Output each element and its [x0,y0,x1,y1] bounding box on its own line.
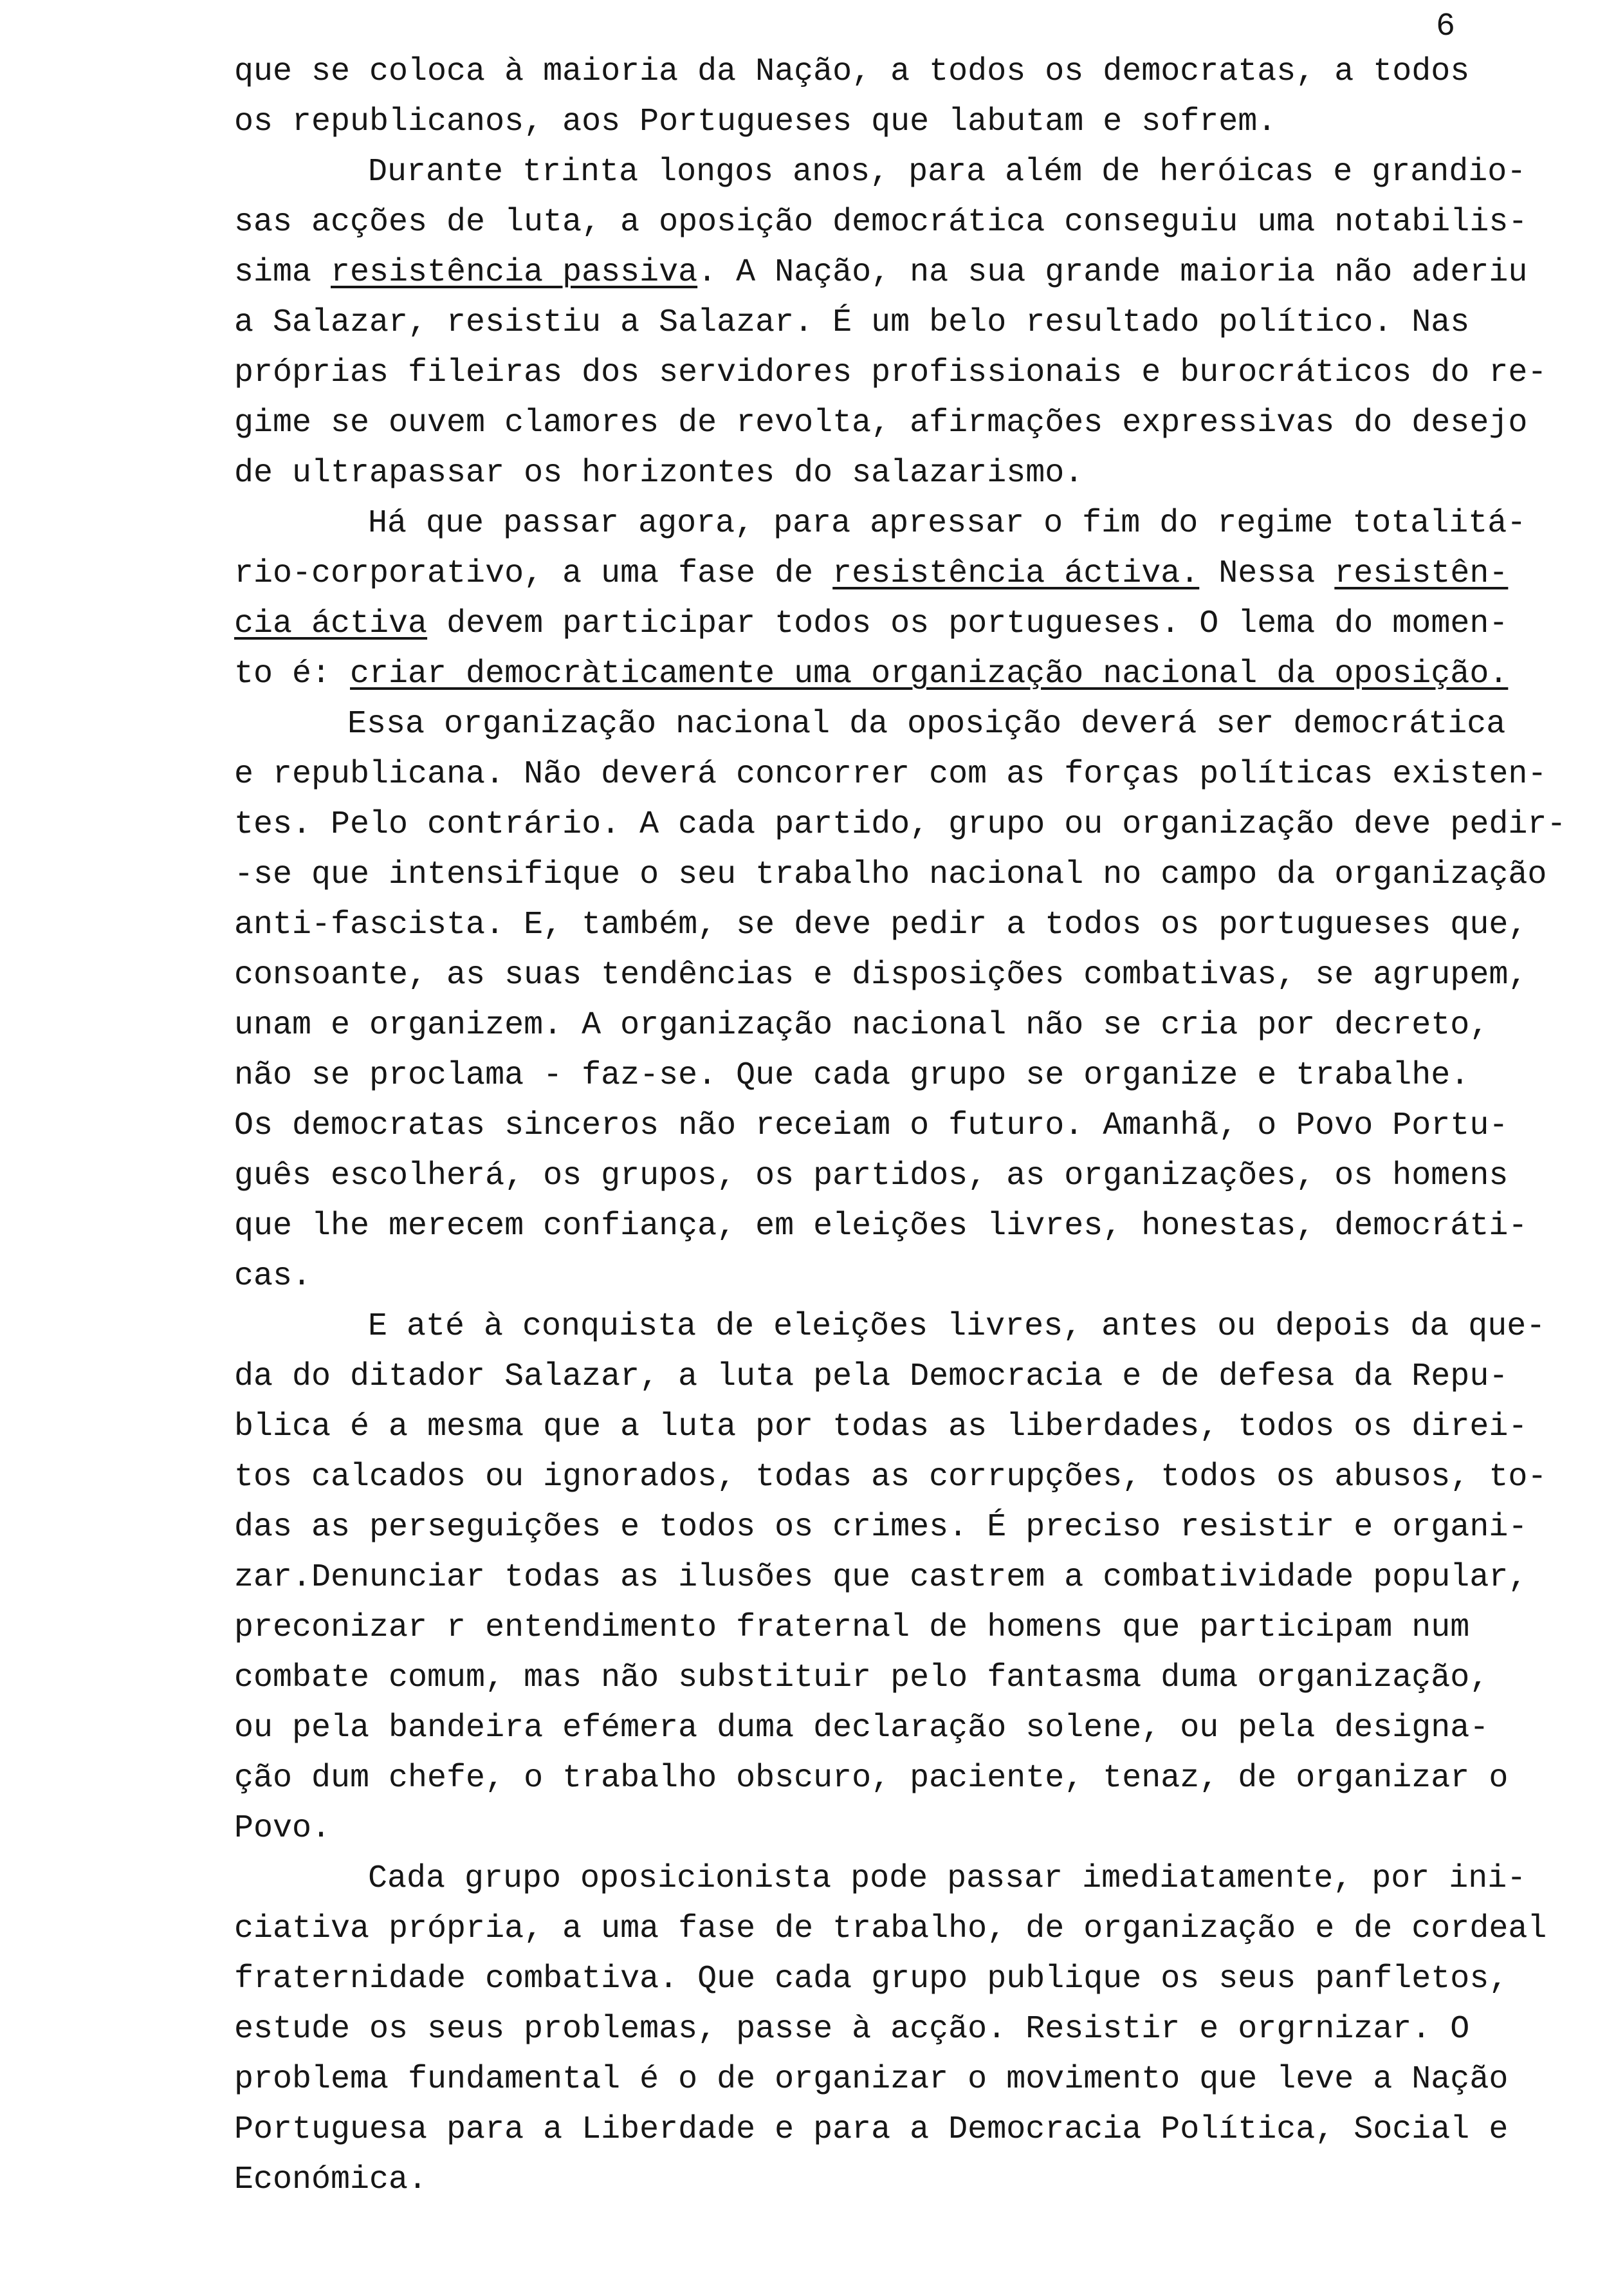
text-segment: ção dum chefe, o trabalho obscuro, paciente, tenaz, de organizar o [234,1760,1509,1797]
text-line [368,1308,1545,1346]
text-line [234,1810,331,1848]
text-segment: Económica. [234,2162,428,2198]
text-segment: Cada grupo oposicionista pode passar imediatamente, por ini- [368,1860,1527,1897]
underlined-text: criar democràticamente uma organização nacional da oposição. [350,656,1509,692]
text-line [234,906,1527,945]
text-segment: sima [234,254,331,291]
text-segment: tes. Pelo contrário. A cada partido, grupo ou organização deve pedir- [234,806,1566,843]
text-segment: to é: [234,656,351,692]
text-segment: . A Nação, na sua grande maioria não aderiu [697,254,1528,291]
page-number: 6 [1436,8,1456,45]
text-line [234,1157,1508,1196]
text-line [234,254,1527,292]
text-segment: e republicana. Não deverá concorrer com as forças políticas existen- [234,756,1547,793]
text-segment: Nessa [1199,555,1335,592]
underlined-text: resistência áctiva. [832,555,1200,592]
text-segment: E até à conquista de eleições livres, antes ou depois da que- [368,1308,1546,1345]
text-line [234,956,1527,995]
text-segment: não se proclama - faz-se. Que cada grupo se organize e trabalhe. [234,1057,1470,1094]
text-segment: combate comum, mas não substituir pelo fantasma duma organização, [234,1660,1489,1696]
text-line [368,153,1526,192]
text-line [234,1609,1469,1647]
text-line [234,755,1547,794]
text-line [234,53,1469,91]
text-line [234,1709,1489,1748]
text-segment: problema fundamental é o de organizar o movimento que leve a Nação [234,2061,1509,2098]
text-segment: guês escolherá, os grupos, os partidos, as organizações, os homens [234,1158,1509,1194]
text-segment: blica é a mesma que a luta por todas as liberdades, todos os direi- [234,1409,1528,1445]
text-line [234,655,1508,694]
text-line [234,806,1566,844]
text-line [368,1860,1526,1898]
text-segment: das as perseguições e todos os crimes. É preciso resistir e organi- [234,1509,1528,1546]
text-line [234,1006,1489,1045]
text-line [234,1960,1508,1999]
text-segment: da do ditador Salazar, a luta pela Democracia e de defesa da Repu- [234,1358,1509,1395]
text-segment: sas acções de luta, a oposição democrática conseguiu uma notabilis- [234,204,1528,241]
text-segment: gime se ouvem clamores de revolta, afirmações expressivas do desejo [234,405,1528,441]
text-line [234,555,1508,593]
text-line [234,1257,311,1296]
text-segment: ou pela bandeira efémera duma declaração solene, ou pela designa- [234,1710,1489,1746]
underlined-text: resistên- [1334,555,1509,592]
text-line [234,1057,1469,1095]
text-line [347,705,1505,744]
text-segment: Povo. [234,1810,331,1847]
text-segment: que lhe merecem confiança, em eleições livres, honestas, democráti- [234,1208,1528,1245]
text-line [234,2010,1469,2049]
text-segment: -se que intensifique o seu trabalho nacional no campo da organização [234,856,1547,893]
text-segment: unam e organizem. A organização nacional não se cria por decreto, [234,1007,1489,1044]
text-line [234,2161,427,2199]
text-segment: zar.Denunciar todas as ilusões que castrem a combatividade popular, [234,1559,1528,1596]
text-segment: os republicanos, aos Portugueses que labutam e sofrem. [234,104,1277,140]
text-line [234,1107,1508,1145]
text-segment: que se coloca à maioria da Nação, a todos os democratas, a todos [234,53,1470,90]
text-segment: próprias fileiras dos servidores profissionais e burocráticos do re- [234,355,1547,391]
text-segment: rio-corporativo, a uma fase de [234,555,833,592]
underlined-text: resistência passiva [331,254,698,291]
text-line [234,1508,1527,1547]
text-segment: Os democratas sinceros não receiam o futuro. Amanhã, o Povo Portu- [234,1107,1509,1144]
text-segment: ciativa própria, a uma fase de trabalho, de organização e de cordeal [234,1911,1547,1947]
text-line [234,2111,1508,2149]
text-line [234,103,1276,142]
text-segment: anti-fascista. E, também, se deve pedir a todos os portugueses que, [234,907,1528,943]
text-segment: tos calcados ou ignorados, todas as corrupções, todos os abusos, to- [234,1459,1547,1495]
text-segment: fraternidade combativa. Que cada grupo publique os seus panfletos, [234,1961,1509,1997]
text-segment: Há que passar agora, para apressar o fim do regime totalitá- [368,505,1527,542]
text-segment: estude os seus problemas, passe à acção. Resistir e orgrnizar. O [234,2011,1470,2048]
text-segment: preconizar r entendimento fraternal de homens que participam num [234,1609,1470,1646]
text-segment: Portuguesa para a Liberdade e para a Democracia Política, Social e [234,2111,1509,2148]
text-line [234,1759,1508,1798]
text-line [234,1910,1547,1949]
text-segment: a Salazar, resistiu a Salazar. É um belo resultado político. Nas [234,304,1470,341]
text-segment: cas. [234,1258,312,1295]
text-line [234,454,1083,493]
underlined-text: cia áctiva [234,606,428,642]
text-line [234,1408,1527,1447]
text-line [234,856,1547,894]
text-line [234,354,1547,393]
text-segment: consoante, as suas tendências e disposições combativas, se agrupem, [234,957,1528,994]
text-line [234,304,1469,342]
text-line [234,1207,1527,1246]
text-line [234,1559,1527,1597]
text-segment: devem participar todos os portugueses. O lema do momen- [427,606,1509,642]
text-line [234,2060,1508,2099]
text-line [368,505,1526,543]
text-line [234,1458,1547,1497]
text-segment: Durante trinta longos anos, para além de heróicas e grandio- [368,154,1527,190]
text-line [234,404,1527,443]
text-segment: Essa organização nacional da oposição deverá ser democrática [347,706,1506,743]
text-line [234,1659,1489,1698]
text-line [234,1358,1508,1396]
text-line [234,203,1527,242]
text-line [234,605,1508,643]
text-segment: de ultrapassar os horizontes do salazarismo. [234,455,1084,492]
